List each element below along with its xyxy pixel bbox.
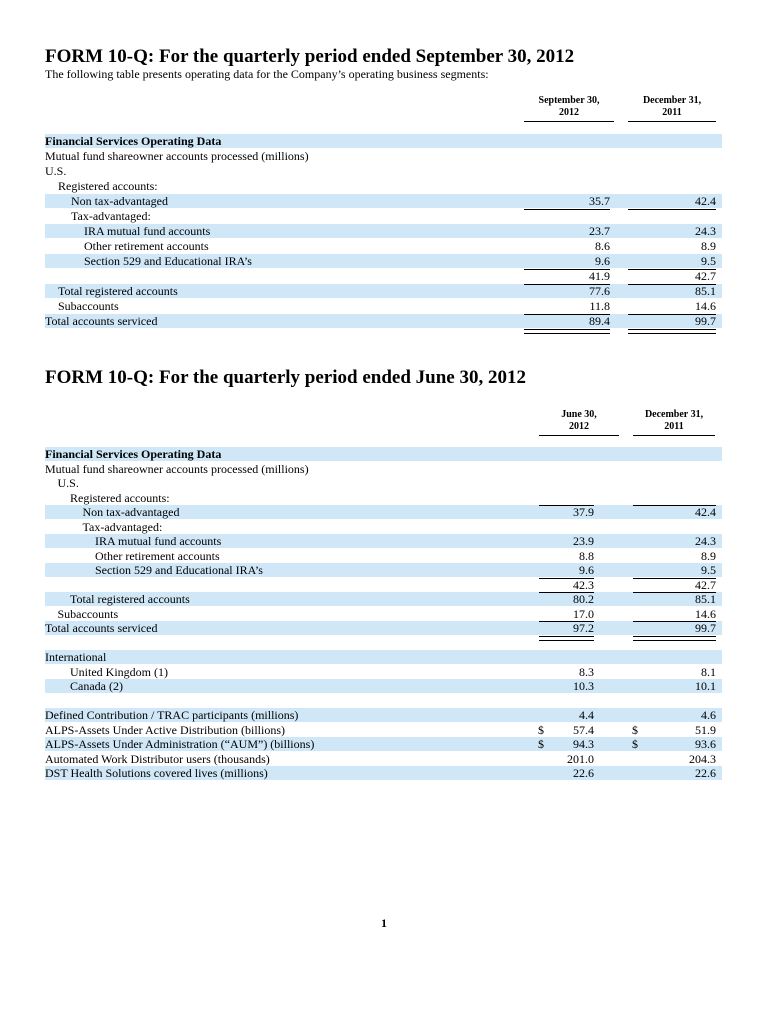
underline — [628, 284, 716, 285]
cell-value-col2: 24.3 — [695, 224, 716, 238]
cell-value-col1: 11.8 — [589, 299, 610, 313]
table-row — [45, 636, 722, 650]
double-underline — [628, 329, 716, 334]
section1-title: FORM 10-Q: For the quarterly period ended September 30, 2012 — [45, 46, 575, 67]
row-label: DST Health Solutions covered lives (millions) — [45, 766, 268, 780]
cell-value-col1: 10.3 — [573, 679, 594, 693]
table-row — [45, 650, 722, 664]
row-label: Total registered accounts — [70, 592, 190, 606]
double-underline — [539, 636, 594, 641]
row-label: IRA mutual fund accounts — [84, 224, 211, 238]
underline — [539, 505, 594, 506]
row-label: Canada (2) — [70, 679, 123, 693]
section2-col2-header — [633, 409, 715, 436]
cell-value-col1: 37.9 — [573, 505, 594, 519]
table-row — [45, 679, 722, 693]
table-row — [45, 694, 722, 708]
cell-value-col1: 77.6 — [589, 284, 610, 298]
row-label: Section 529 and Educational IRA’s — [95, 563, 263, 577]
row-label: IRA mutual fund accounts — [95, 534, 222, 548]
currency-symbol: $ — [632, 722, 638, 737]
cell-value-col2: 10.1 — [695, 679, 716, 693]
cell-value-col2: 93.6 — [695, 737, 716, 751]
page-number: 1 — [381, 916, 387, 930]
section2-col1-label: June 30, 2012 — [561, 409, 597, 432]
section1-subtitle: The following table presents operating data for the Company’s operating business segments: — [45, 67, 489, 81]
table-row — [45, 476, 722, 490]
cell-value-col1: 35.7 — [589, 194, 610, 208]
underline — [539, 621, 594, 622]
cell-value-col2: 9.5 — [701, 254, 716, 268]
underline — [524, 314, 610, 315]
row-label: Tax-advantaged: — [71, 209, 151, 223]
row-label: Subaccounts — [57, 606, 119, 621]
section1-col1-header — [524, 95, 614, 122]
cell-value-col2: 99.7 — [695, 621, 716, 635]
underline — [633, 621, 716, 622]
underline — [628, 314, 716, 315]
cell-value-col2: 8.9 — [701, 239, 716, 253]
cell-value-col1: 42.3 — [573, 577, 594, 592]
cell-value-col2: 22.6 — [695, 766, 716, 780]
underline — [539, 578, 594, 579]
cell-value-col1: 201.0 — [567, 751, 594, 766]
cell-value-col1: 97.2 — [573, 621, 594, 635]
row-label: Defined Contribution / TRAC participants (millions) — [45, 708, 299, 722]
row-label: Other retirement accounts — [95, 548, 220, 563]
row-label: Other retirement accounts — [84, 239, 209, 253]
cell-value-col1: 94.3 — [573, 737, 594, 751]
cell-value-col2: 14.6 — [695, 299, 716, 313]
underline — [628, 269, 716, 270]
section2-col1-header — [539, 409, 619, 436]
cell-value-col1: 57.4 — [573, 722, 594, 737]
double-underline — [524, 329, 610, 334]
row-label: ALPS-Assets Under Administration (“AUM”) (billions) — [45, 737, 315, 751]
row-label: Non tax-advantaged — [71, 194, 168, 208]
currency-symbol: $ — [538, 722, 544, 737]
table-row — [45, 607, 722, 621]
cell-value-col1: 8.6 — [595, 239, 610, 253]
cell-value-col2: 14.6 — [695, 606, 716, 621]
row-label: International — [45, 650, 107, 664]
row-label: Total accounts serviced — [45, 314, 158, 328]
underline — [524, 209, 610, 210]
cell-value-col1: 23.9 — [573, 534, 594, 548]
cell-value-col1: 8.8 — [579, 548, 594, 563]
cell-value-col2: 204.3 — [689, 751, 716, 766]
row-label: Tax-advantaged: — [82, 519, 163, 534]
table-row — [45, 269, 722, 283]
cell-value-col2: 42.7 — [695, 577, 716, 592]
cell-value-col2: 85.1 — [695, 592, 716, 606]
underline — [524, 284, 610, 285]
currency-symbol: $ — [538, 737, 544, 751]
row-label: Mutual fund shareowner accounts processed (millions) — [45, 149, 309, 163]
row-label: U.S. — [45, 164, 67, 178]
table-row — [45, 578, 722, 592]
section1-col1-label: September 30, 2012 — [538, 95, 600, 118]
cell-value-col2: 85.1 — [695, 284, 716, 298]
row-label: ALPS-Assets Under Active Distribution (billions) — [45, 722, 285, 737]
cell-value-col2: 51.9 — [695, 722, 716, 737]
row-label: Financial Services Operating Data — [45, 134, 222, 148]
cell-value-col2: 42.4 — [695, 194, 716, 208]
cell-value-col1: 4.4 — [579, 708, 594, 722]
row-label: Mutual fund shareowner accounts processed (millions) — [45, 461, 309, 476]
cell-value-col1: 80.2 — [573, 592, 594, 606]
cell-value-col2: 42.4 — [695, 505, 716, 519]
cell-value-col1: 22.6 — [573, 766, 594, 780]
section1-col2-label: December 31, 2011 — [642, 95, 702, 118]
section2-title: FORM 10-Q: For the quarterly period ended June 30, 2012 — [45, 367, 526, 388]
row-label: Non tax-advantaged — [82, 505, 180, 519]
cell-value-col1: 8.3 — [579, 664, 594, 679]
row-label: Automated Work Distributor users (thousands) — [45, 751, 270, 766]
row-label: Subaccounts — [58, 299, 119, 313]
section1-col2-header — [628, 95, 716, 122]
cell-value-col2: 4.6 — [701, 708, 716, 722]
currency-symbol: $ — [632, 737, 638, 751]
section2-col2-label: December 31, 2011 — [644, 409, 704, 432]
underline — [633, 505, 716, 506]
underline — [633, 592, 716, 593]
row-label: United Kingdom (1) — [70, 664, 168, 679]
cell-value-col1: 41.9 — [589, 269, 610, 283]
row-label: Section 529 and Educational IRA’s — [84, 254, 252, 268]
cell-value-col2: 24.3 — [695, 534, 716, 548]
underline — [539, 592, 594, 593]
table-row — [45, 299, 722, 313]
underline — [524, 269, 610, 270]
underline — [633, 578, 716, 579]
row-label: Total registered accounts — [58, 284, 178, 298]
cell-value-col2: 8.9 — [701, 548, 716, 563]
underline — [628, 209, 716, 210]
row-label: Financial Services Operating Data — [45, 447, 222, 461]
cell-value-col1: 23.7 — [589, 224, 610, 238]
row-label: Registered accounts: — [58, 179, 158, 193]
row-label: Registered accounts: — [70, 490, 170, 505]
row-label: U.S. — [57, 476, 79, 490]
cell-value-col2: 8.1 — [701, 664, 716, 679]
cell-value-col1: 89.4 — [589, 314, 610, 328]
cell-value-col2: 9.5 — [701, 563, 716, 577]
cell-value-col1: 9.6 — [595, 254, 610, 268]
cell-value-col2: 99.7 — [695, 314, 716, 328]
double-underline — [633, 636, 716, 641]
table-row — [45, 164, 722, 178]
cell-value-col1: 9.6 — [579, 563, 594, 577]
row-label: Total accounts serviced — [45, 621, 158, 635]
cell-value-col1: 17.0 — [573, 606, 594, 621]
cell-value-col2: 42.7 — [695, 269, 716, 283]
